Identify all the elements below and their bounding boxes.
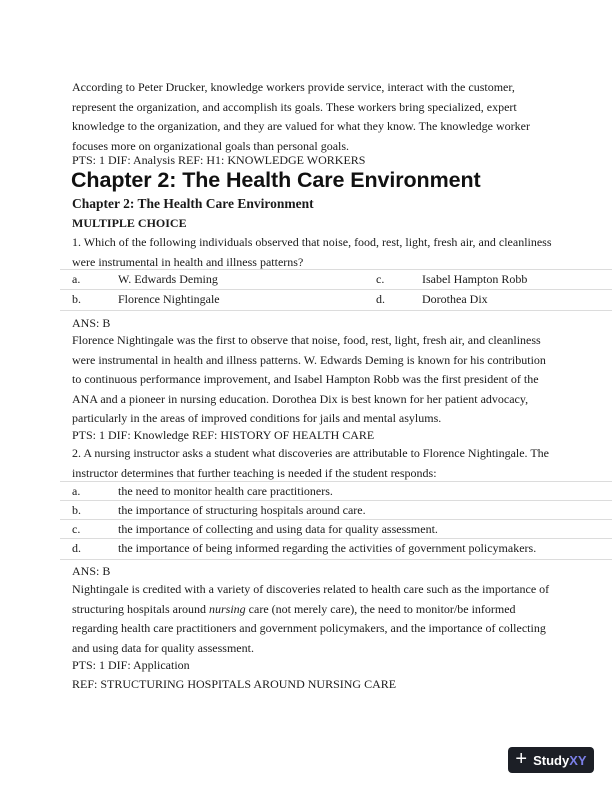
q2-option-b-letter: b. — [72, 503, 81, 517]
q1-option-c-letter: c. — [376, 272, 385, 286]
q2-answer: ANS: B — [72, 564, 111, 578]
q2-rationale-emphasis: nursing — [208, 601, 246, 616]
q2-rationale — [72, 580, 552, 658]
q1-option-c-text: Isabel Hampton Robb — [422, 272, 528, 286]
q1-option-d-letter: d. — [376, 292, 385, 306]
q1-answer: ANS: B — [72, 316, 111, 330]
q1-option-a-letter: a. — [72, 272, 81, 286]
section-label: MULTIPLE CHOICE — [72, 216, 187, 230]
q2-option-row-d — [60, 538, 612, 560]
q2-rationale-start: Nightingale is credited with a variety of discoveries related to health care such as the importance of structuring hospitals around — [72, 582, 550, 616]
q2-option-d-letter: d. — [72, 541, 81, 555]
badge-label-accent: XY — [569, 752, 587, 768]
q2-option-a-letter: a. — [72, 484, 81, 498]
plus-icon: + — [515, 748, 528, 770]
q1-option-b-letter: b. — [72, 292, 81, 306]
intro-meta: PTS: 1 DIF: Analysis REF: H1: KNOWLEDGE WORKERS — [72, 153, 366, 167]
q2-option-b-text: the importance of structuring hospitals around care. — [118, 503, 366, 517]
q2-option-row-a — [60, 481, 612, 502]
q2-rationale-end: care (not merely care), the need to monitor/be informed regarding health care practitioners and government policymakers, and the importance of collecting and using data for quality assessment. — [72, 601, 546, 655]
q2-stem: 2. A nursing instructor asks a student what discoveries are attributable to Florence Nightingale. The instructor determines that further teaching is needed if the student responds: — [72, 446, 549, 480]
q1-option-a-text: W. Edwards Deming — [118, 272, 218, 286]
q2-meta-2: REF: STRUCTURING HOSPITALS AROUND NURSING CARE — [72, 677, 397, 691]
chapter-subheading: Chapter 2: The Health Care Environment — [72, 196, 314, 211]
q2-meta-1: PTS: 1 DIF: Application — [72, 658, 190, 672]
q1-meta: PTS: 1 DIF: Knowledge REF: HISTORY OF HEALTH CARE — [72, 428, 375, 442]
q2-option-d-text: the importance of being informed regarding the activities of government policymakers. — [118, 541, 537, 555]
q1-option-b-text: Florence Nightingale — [118, 292, 220, 306]
q1-stem: 1. Which of the following individuals observed that noise, food, rest, light, fresh air, and cleanliness were instrumental in health and illness patterns? — [72, 235, 552, 269]
intro-paragraph: According to Peter Drucker, knowledge workers provide service, interact with the customer, represent the organization, and accomplish its goals. These workers bring specialized, expert knowledge to the organization, and they are valued for what they know. The knowledge worker focuses more on organizational goals than personal goals. — [72, 80, 530, 153]
q2-option-a-text: the need to monitor health care practitioners. — [118, 484, 333, 498]
q2-option-row-b — [60, 500, 612, 521]
q1-option-row-2 — [60, 289, 612, 311]
chapter-heading: Chapter 2: The Health Care Environment — [71, 168, 481, 192]
q2-option-row-c — [60, 519, 612, 540]
studyxy-badge[interactable] — [508, 747, 594, 773]
q2-option-c-letter: c. — [72, 522, 81, 536]
q1-option-row-1 — [60, 269, 612, 290]
q1-option-d-text: Dorothea Dix — [422, 292, 488, 306]
q1-rationale: Florence Nightingale was the first to observe that noise, food, rest, light, fresh air, and cleanliness were instrumental in health and illness patterns. W. Edwards Deming is known for his contribution to continuous performance improvement, and Isabel Hampton Robb was the first president of the ANA and a pioneer in nursing education. Dorothea Dix is best known for her patient advocacy, particularly in the areas of improved conditions for jails and mental asylums. — [72, 333, 546, 425]
badge-label-main: Study — [533, 752, 570, 768]
q2-option-c-text: the importance of collecting and using data for quality assessment. — [118, 522, 438, 536]
